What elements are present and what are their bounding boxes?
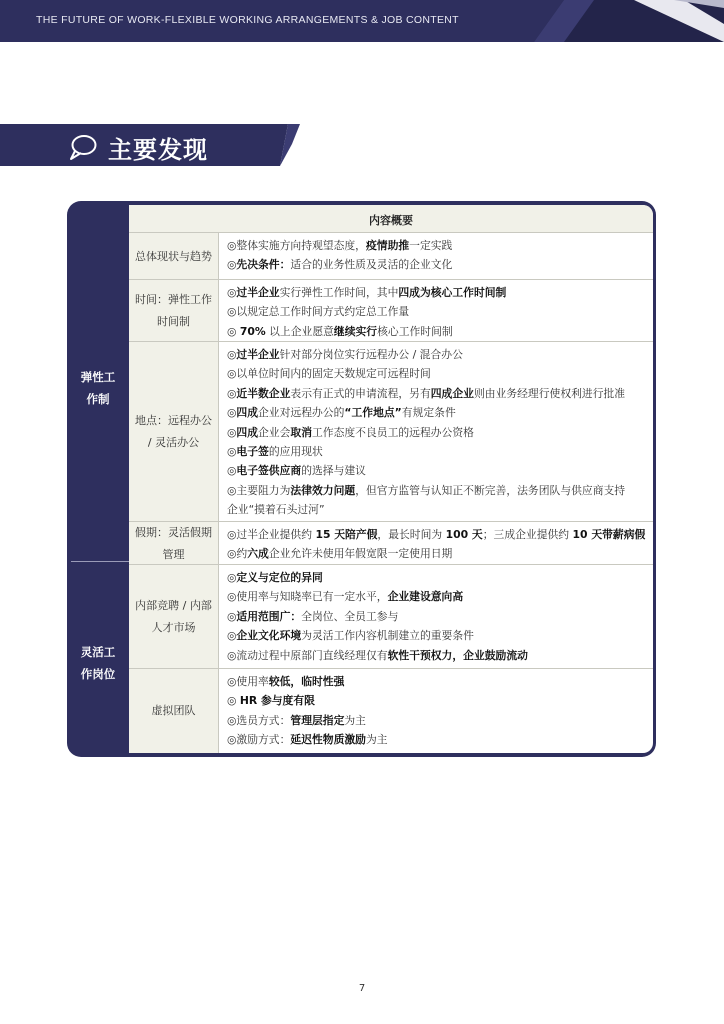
document-running-title: THE FUTURE OF WORK-FLEXIBLE WORKING ARRANGEMENTS & JOB CONTENT	[36, 14, 459, 26]
table-row	[129, 522, 653, 565]
finding-list	[227, 568, 649, 665]
category-divider	[71, 561, 129, 562]
finding-item: ◎适用范围广：全岗位、全员工参与	[227, 609, 399, 623]
finding-item: ◎约六成企业允许未使用年假宽限一定使用日期	[227, 547, 453, 561]
finding-item: ◎ HR 参与度有限	[227, 694, 315, 708]
finding-item: ◎四成企业会取消工作态度不良员工的远程办公资格	[227, 425, 474, 439]
finding-item: ◎电子签供应商的选择与建议	[227, 464, 366, 478]
finding-item: ◎定义与定位的异同	[227, 571, 323, 584]
finding-item: ◎过半企业针对部分岗位实行远程办公 / 混合办公	[227, 348, 463, 361]
finding-item: ◎使用率与知晓率已有一定水平，企业建设意向高	[227, 590, 464, 604]
section-title: 主要发现	[108, 136, 208, 164]
finding-item: ◎过半企业实行弹性工作时间，其中四成为核心工作时间制	[227, 286, 507, 299]
finding-item: ◎使用率较低，临时性强	[227, 675, 345, 688]
finding-item: ◎选员方式：管理层指定为主	[227, 713, 366, 727]
finding-list	[227, 525, 649, 564]
finding-item: ◎激励方式：延迟性物质激励为主	[227, 733, 388, 747]
subsection-label: 内部竞聘 / 内部人才市场	[129, 565, 219, 669]
subsection-label: 时间：弹性工作时间制	[129, 280, 219, 342]
page-number: 7	[358, 983, 366, 994]
table-row	[129, 342, 653, 522]
table-row	[129, 669, 653, 753]
category-label: 弹性工 作制	[80, 370, 116, 406]
subsection-label: 假期：灵活假期管理	[129, 522, 219, 565]
finding-item: ◎以单位时间内的固定天数规定可远程时间	[227, 367, 431, 381]
finding-item: ◎主要阻力为法律效力问题，但官方监管与认知正不断完善，法务团队与供应商支持	[227, 483, 626, 497]
table-header-row	[129, 205, 653, 233]
finding-item: ◎近半数企业表示有正式的申请流程，另有四成企业则由业务经理行使权利进行批准	[227, 386, 626, 400]
finding-item: ◎流动过程中原部门直线经理仅有软性干预权力，企业鼓励流动	[227, 648, 528, 662]
finding-item: ◎ 70% 以上企业愿意继续实行核心工作时间制	[227, 324, 453, 338]
category-label: 灵活工 作岗位	[80, 645, 116, 681]
finding-item: ◎企业文化环境为灵活工作内容机制建立的重要条件	[227, 629, 474, 643]
table-row	[129, 233, 653, 280]
finding-item: ◎电子签的应用现状	[227, 445, 323, 459]
finding-list	[227, 283, 649, 341]
finding-item: ◎过半企业提供约 15 天陪产假，最长时间为 100 天；三成企业提供约 10 天带薪病假	[227, 528, 646, 541]
finding-item: ◎先决条件：适合的业务性质及灵活的企业文化	[227, 258, 453, 272]
subsection-label: 总体现状与趋势	[129, 233, 219, 280]
speech-bubble-icon	[68, 133, 98, 161]
table-row	[129, 280, 653, 342]
table-row	[129, 565, 653, 669]
header-decoration	[524, 0, 724, 42]
subsection-label: 地点：远程办公 / 灵活办公	[129, 342, 219, 522]
table-content	[129, 205, 653, 753]
finding-item: ◎以规定总工作时间方式约定总工作量	[227, 305, 410, 319]
finding-list	[227, 672, 649, 750]
finding-list	[227, 236, 649, 275]
top-header-band	[0, 0, 724, 42]
finding-item: ◎整体实施方向持观望态度，疫情助推一定实践	[227, 239, 453, 252]
finding-item: 企业“摸着石头过河”	[227, 503, 325, 517]
findings-table	[67, 201, 656, 757]
subsection-label: 虚拟团队	[129, 669, 219, 753]
finding-list	[227, 345, 649, 520]
column-header: 内容概要	[369, 214, 413, 227]
finding-item: ◎四成企业对远程办公的“工作地点”有规定条件	[227, 406, 456, 420]
